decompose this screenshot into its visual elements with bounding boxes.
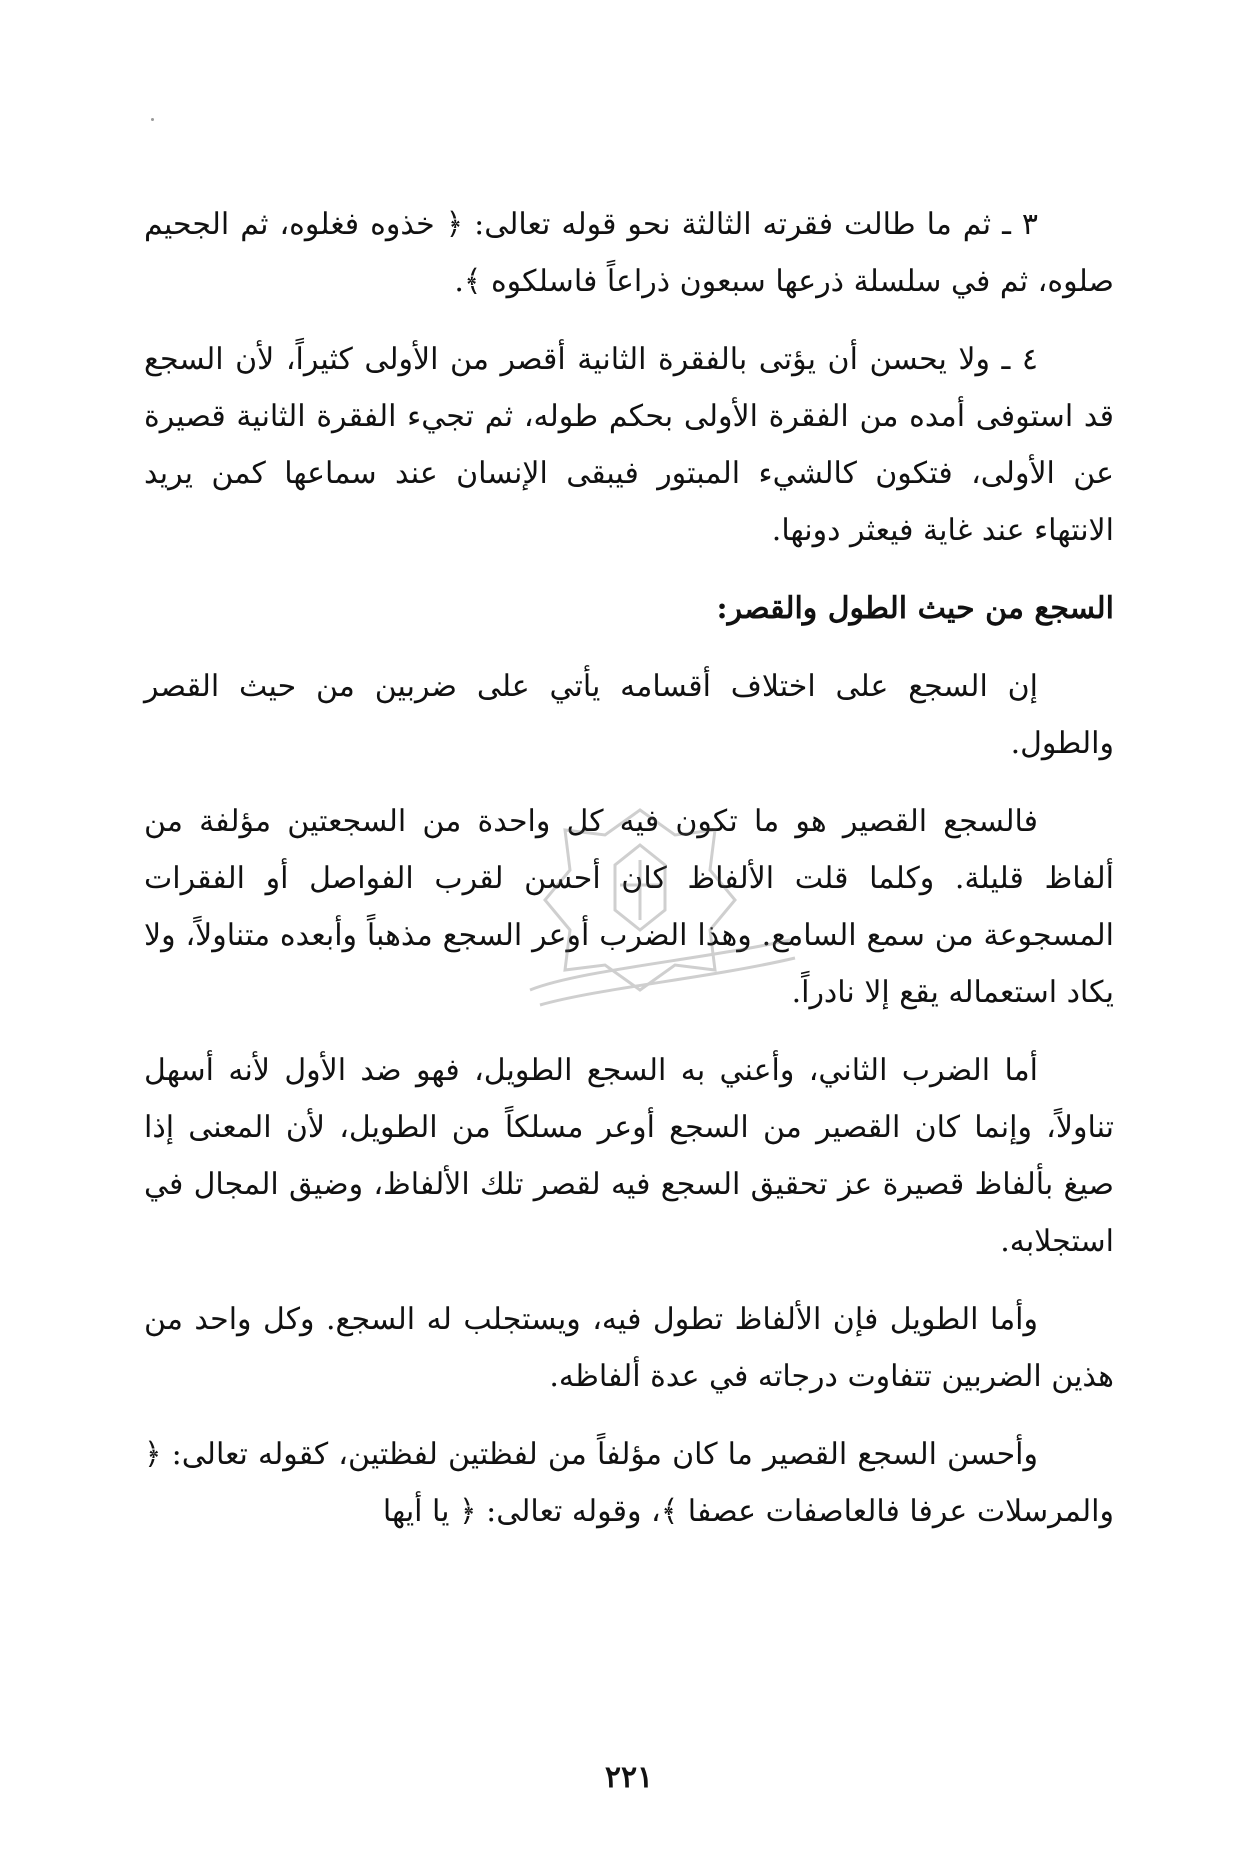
scan-speck [151,118,154,121]
page-body [144,196,1114,1561]
paragraph-intro: إن السجع على اختلاف أقسامه يأتي على ضربين من حيث القصر والطول. [144,669,1114,761]
paragraph-point-3: ٣ ـ ثم ما طالت فقرته الثالثة نحو قوله تعالى: ﴿ خذوه فغلوه، ثم الجحيم صلوه، ثم في سلسلة ذرعها سبعون ذراعاً فاسلكوه ﴾. [144,207,1114,299]
paragraph-short-saj: فالسجع القصير هو ما تكون فيه كل واحدة من السجعتين مؤلفة من ألفاظ قليلة. وكلما قلت الألفاظ كان أحسن لقرب الفواصل أو الفقرات المسجوعة من سمع السامع. وهذا الضرب أوعر السجع مذهباً وأبعده متناولاً، ولا يكاد استعماله يقع إلا نادراً. [144,804,1114,1010]
paragraph-point-4: ٤ ـ ولا يحسن أن يؤتى بالفقرة الثانية أقصر من الأولى كثيراً، لأن السجع قد استوفى أمده من الفقرة الأولى بحكم طوله، ثم تجيء الفقرة الثانية قصيرة عن الأولى، فتكون كالشيء المبتور فيبقى الإنسان عند سماعها كمن يريد الانتهاء عند غاية فيعثر دونها. [144,342,1114,548]
paragraph-best-short-saj: وأحسن السجع القصير ما كان مؤلفاً من لفظتين لفظتين، كقوله تعالى: ﴿ والمرسلات عرفا فالعاصفات عصفا ﴾، وقوله تعالى: ﴿ يا أيها [144,1437,1114,1529]
paragraph-long-saj: أما الضرب الثاني، وأعني به السجع الطويل، فهو ضد الأول لأنه أسهل تناولاً، وإنما كان القصير من السجع أوعر مسلكاً من الطويل، لأن المعنى إذا صيغ بألفاظ قصيرة عز تحقيق السجع فيه لقصر تلك الألفاظ، وضيق المجال في استجلابه. [144,1053,1114,1259]
page-number: ٢٢١ [604,1760,654,1795]
section-heading: السجع من حيث الطول والقصر: [716,591,1114,626]
paragraph-long-saj-detail: وأما الطويل فإن الألفاظ تطول فيه، ويستجلب له السجع. وكل واحد من هذين الضربين تتفاوت درجاته في عدة ألفاظه. [144,1302,1114,1394]
